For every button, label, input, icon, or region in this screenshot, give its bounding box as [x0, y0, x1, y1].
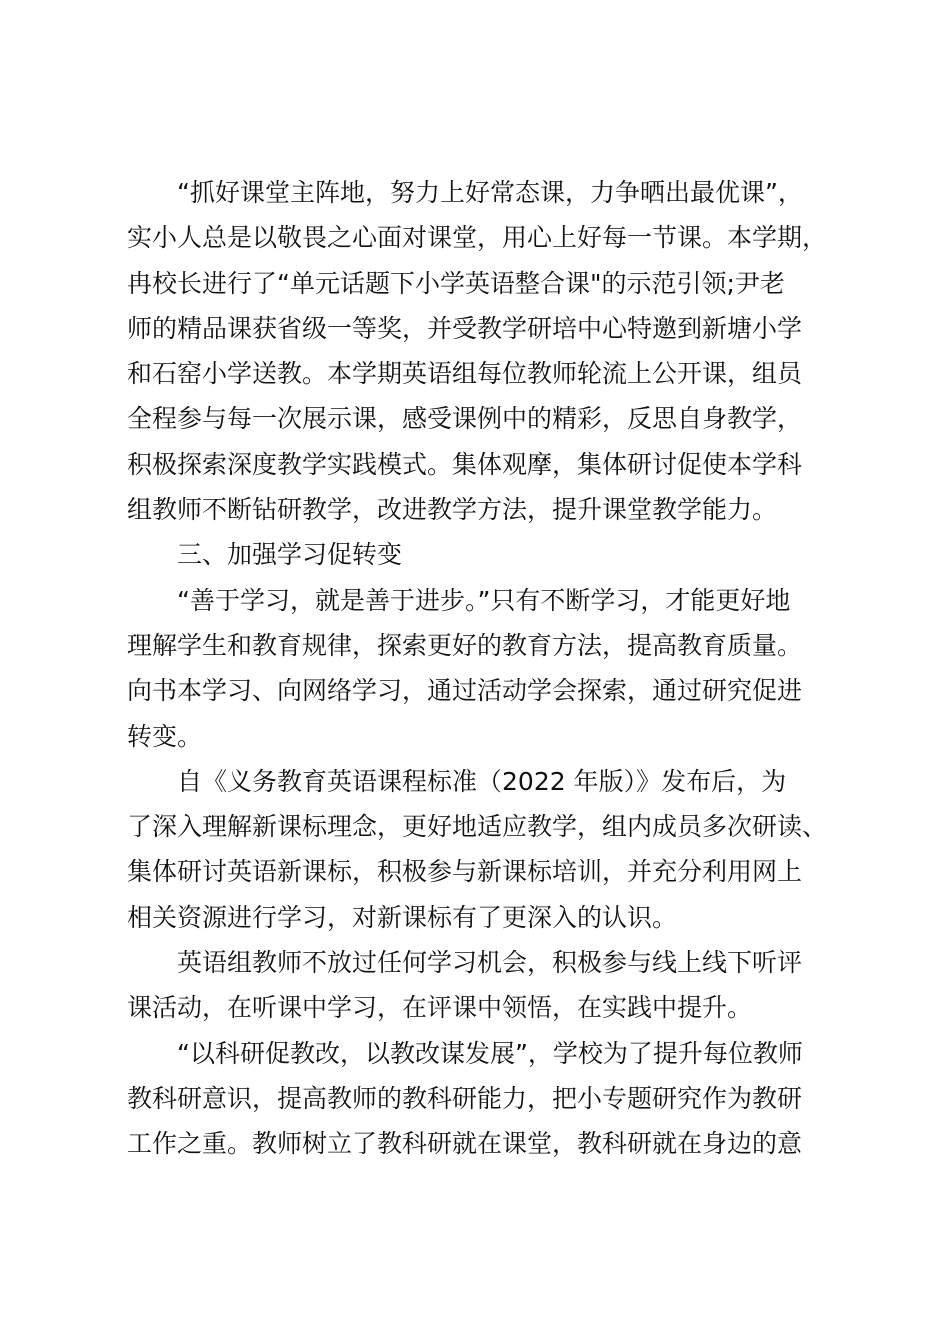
text-line: 工作之重。教师树立了教科研就在课堂，教科研就在身边的意 — [127, 1129, 803, 1159]
text-line: “以科研促教改，以教改谋发展”，学校为了提升每位教师 — [177, 1038, 803, 1068]
text-line: “善于学习，就是善于进步。”只有不断学习，才能更好地 — [177, 585, 791, 615]
section-heading: 三、加强学习促转变 — [177, 540, 403, 570]
text-line: 积极探索深度教学实践模式。集体观摩，集体研讨促使本学科 — [127, 449, 803, 479]
text-line: 和石窑小学送教。本学期英语组每位教师轮流上公开课，组员 — [127, 359, 803, 389]
text-line: 向书本学习、向网络学习，通过活动学会探索，通过研究促进 — [127, 676, 803, 706]
text-line: 课活动，在听课中学习，在评课中领悟，在实践中提升。 — [127, 993, 753, 1023]
text-line: 英语组教师不放过任何学习机会，积极参与线上线下听评 — [177, 948, 803, 978]
text-line: 组教师不断钻研教学，改进教学方法，提升课堂教学能力。 — [127, 495, 778, 525]
text-line: 自《义务教育英语课程标准（2022 年版）》发布后，为 — [177, 766, 787, 796]
text-line: 集体研讨英语新课标，积极参与新课标培训，并充分利用网上 — [127, 857, 803, 887]
text-line: 了深入理解新课标理念，更好地适应教学，组内成员多次研读、 — [127, 812, 828, 842]
text-line: “抓好课堂主阵地，努力上好常态课，力争晒出最优课”， — [177, 178, 803, 207]
text-line: 实小人总是以敬畏之心面对课堂，用心上好每一节课。本学期， — [127, 223, 828, 253]
text-line: 师的精品课获省级一等奖，并受教学研培中心特邀到新塘小学 — [127, 313, 803, 343]
text-line: 全程参与每一次展示课，感受课例中的精彩，反思自身教学， — [127, 404, 803, 434]
text-line: 相关资源进行学习，对新课标有了更深入的认识。 — [127, 902, 678, 932]
text-line: 理解学生和教育规律，探索更好的教育方法，提高教育质量。 — [127, 630, 803, 660]
text-line: 教科研意识，提高教师的教科研能力，把小专题研究作为教研 — [127, 1083, 803, 1113]
text-line: 转变。 — [127, 721, 203, 751]
text-line: 冉校长进行了“单元话题下小学英语整合课"的示范引领;尹老 — [127, 268, 785, 298]
document-body — [127, 170, 837, 1167]
